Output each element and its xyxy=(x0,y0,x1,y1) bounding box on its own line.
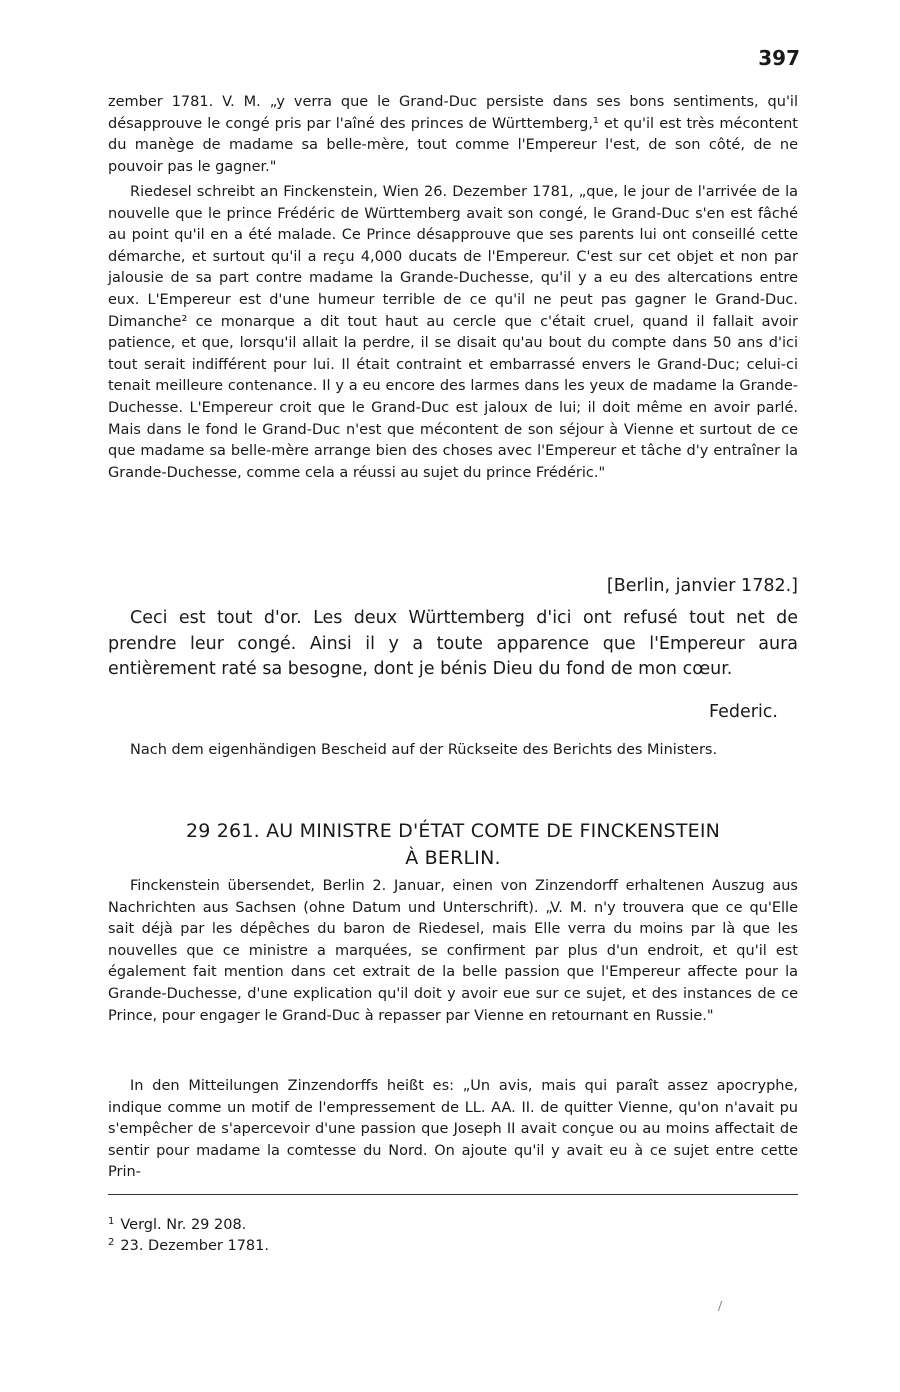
source-note: Nach dem eigenhändigen Bescheid auf der Rückseite des Berichts des Ministers. xyxy=(130,742,718,758)
footnote-2 xyxy=(108,1233,269,1256)
section-heading-line-1: 29 261. AU MINISTRE D'ÉTAT COMTE DE FINCKENSTEIN xyxy=(185,820,721,842)
paragraph-finckenstein: Finckenstein übersendet, Berlin 2. Januar, einen von Zinzendorff erhaltenen Auszug aus Nachrichten aus Sachsen (ohne Datum und Unterschrift). „V. M. n'y trouvera que ce qu'Elle sait déjà par les dépêches du baron de Riedesel, mais Elle verra du moins par là que les nouvelles que ce ministre a marquées, se confirment par plus d'un endroit, et qu'il est également fait mention dans cet extrait de la belle passion que l'Empereur affecte pour la Grande-Duchesse, d'une explication qu'il doit y avoir eue sur ce sujet, et des instances de ce Prince, pour engager le Grand-Duc à repasser par Vienne en retournant en Russie." xyxy=(108,878,798,1024)
footnote-1-text: Vergl. Nr. 29 208. xyxy=(120,1217,247,1233)
footnote-1-mark: 1 xyxy=(108,1216,115,1227)
footnote-1 xyxy=(108,1212,246,1235)
dateline: [Berlin, janvier 1782.] xyxy=(606,576,798,596)
paragraph-continuation: zember 1781. V. M. „y verra que le Grand-Duc persiste dans ses bons sentiments, qu'il désapprouve le congé pris par l'aîné des princes de Württemberg,¹ et qu'il est très mécontent du manège de madame sa belle-mère, tout comme l'Empereur l'est, de son côté, de ne pouvoir pas le gagner." xyxy=(108,94,798,175)
footnote-rule xyxy=(108,1194,798,1195)
footnote-2-mark: 2 xyxy=(108,1237,115,1248)
signature: Federic. xyxy=(709,702,778,722)
margin-mark: / xyxy=(718,1299,723,1313)
section-heading-line-2: À BERLIN. xyxy=(405,847,501,869)
page-number: 397 xyxy=(758,46,800,70)
paragraph-zinzendorff: In den Mitteilungen Zinzendorffs heißt es: „Un avis, mais qui paraît assez apocryphe, indique comme un motif de l'empressement de LL. AA. II. de quitter Vienne, qu'on n'avait pu s'empêcher de s'apercevoir d'une passion que Joseph II avait conçue ou au moins affectait de sentir pour madame la comtesse du Nord. On ajoute qu'il y avait eu à ce sujet entre cette Prin- xyxy=(108,1078,798,1181)
footnote-2-text: 23. Dezember 1781. xyxy=(120,1238,269,1254)
paragraph-king-reply: Ceci est tout d'or. Les deux Württemberg d'ici ont refusé tout net de prendre leur congé. Ainsi il y a toute apparence que l'Empereur aura entièrement raté sa besogne, dont je bénis Dieu du fond de mon cœur. xyxy=(108,608,798,679)
paragraph-riedesel: Riedesel schreibt an Finckenstein, Wien 26. Dezember 1781, „que, le jour de l'arrivée de la nouvelle que le prince Frédéric de Württemberg avait son congé, le Grand-Duc s'en est fâché au point qu'il en a été malade. Ce Prince désapprouve que ses parents lui ont conseillé cette démarche, et surtout qu'il a reçu 4,000 ducats de l'Empereur. C'est sur cet objet et non par jalousie de sa part contre madame la Grande-Duchesse, qu'il y a eu des altercations entre eux. L'Empereur est d'une humeur terrible de ce qu'il ne peut pas gagner le Grand-Duc. Dimanche² ce monarque a dit tout haut au cercle que c'était cruel, quand il fallait avoir patience, et que, lorsqu'il allait la perdre, il se disait qu'au bout du compte dans 50 ans d'ici tout serait indifférent pour lui. Il était contraint et embarrassé envers le Grand-Duc; celui-ci tenait meilleure contenance. Il y a eu encore des larmes dans les yeux de madame la Grande-Duchesse. L'Empereur croit que le Grand-Duc est jaloux de lui; il doit même en avoir parlé. Mais dans le fond le Grand-Duc n'est que mécontent de son séjour à Vienne et surtout de ce que madame sa belle-mère arrange bien des choses avec l'Empereur et tâche d'y entraîner la Grande-Duchesse, comme cela a réussi au sujet du prince Frédéric." xyxy=(108,184,798,481)
